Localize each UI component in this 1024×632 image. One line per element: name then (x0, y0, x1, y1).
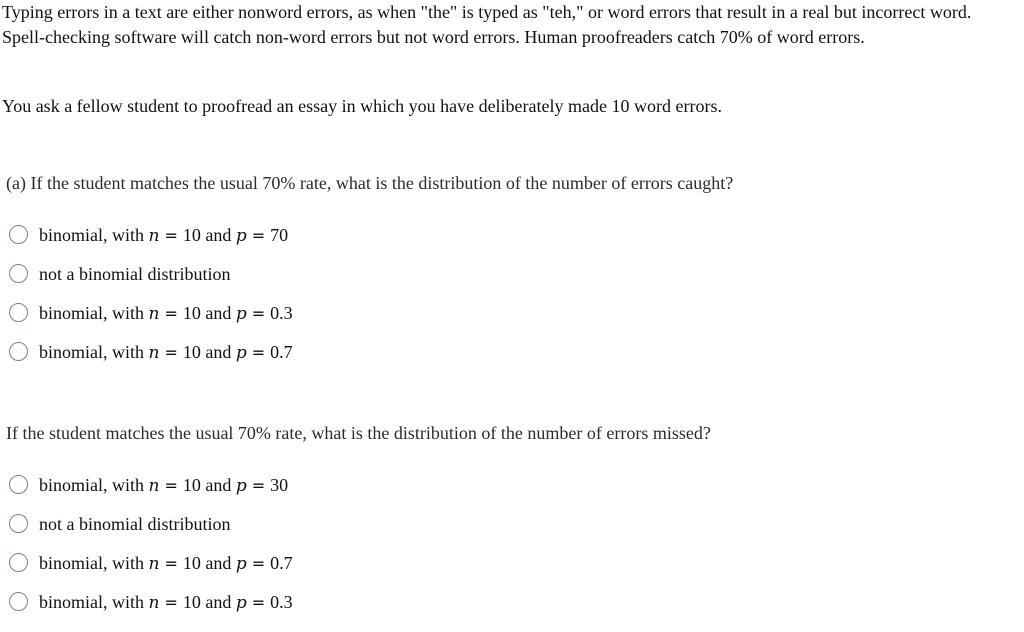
math-equals: = (164, 304, 178, 323)
problem-task: You ask a fellow student to proofread an essay in which you have deliberately made 10 word errors. (2, 96, 722, 116)
question-a-option-4[interactable] (9, 340, 293, 379)
option-and: and (205, 303, 232, 323)
math-n: n (148, 343, 160, 363)
math-equals: = (164, 343, 178, 362)
question-b-option-1[interactable] (9, 473, 293, 512)
option-prefix: binomial, with (39, 553, 144, 573)
math-n: n (148, 554, 160, 574)
question-a-options (9, 223, 293, 379)
math-equals: = (164, 226, 178, 245)
math-equals: = (164, 476, 178, 495)
math-equals: = (164, 554, 178, 573)
option-label: not a binomial distribution (39, 514, 231, 534)
option-label: not a binomial distribution (39, 264, 231, 284)
question-b-option-4[interactable] (9, 590, 293, 629)
n-value: 10 (182, 592, 201, 612)
math-p: p (235, 226, 247, 246)
radio-button[interactable] (9, 342, 28, 361)
option-prefix: binomial, with (39, 592, 144, 612)
question-a-option-2[interactable] (9, 262, 293, 301)
option-label (39, 301, 293, 327)
radio-button[interactable] (9, 592, 28, 611)
math-equals: = (251, 343, 266, 362)
math-p: p (235, 593, 247, 613)
math-equals: = (164, 593, 178, 612)
option-prefix: binomial, with (39, 475, 144, 495)
option-prefix: binomial, with (39, 342, 144, 362)
p-value: 0.3 (270, 592, 293, 612)
math-p: p (235, 304, 247, 324)
question-a-option-3[interactable] (9, 301, 293, 340)
option-and: and (205, 553, 232, 573)
radio-button[interactable] (9, 475, 28, 494)
question-a-option-1[interactable] (9, 223, 293, 262)
n-value: 10 (182, 553, 201, 573)
option-label (39, 590, 293, 616)
math-equals: = (251, 226, 266, 245)
n-value: 10 (182, 475, 201, 495)
math-p: p (235, 554, 247, 574)
math-p: p (235, 343, 247, 363)
question-b-prompt: If the student matches the usual 70% rate, what is the distribution of the number of errors missed? (6, 423, 711, 443)
math-n: n (148, 304, 160, 324)
question-b-option-2[interactable] (9, 512, 293, 551)
radio-button[interactable] (9, 264, 28, 283)
radio-button[interactable] (9, 553, 28, 572)
radio-button[interactable] (9, 225, 28, 244)
question-b-option-3[interactable] (9, 551, 293, 590)
n-value: 10 (182, 303, 201, 323)
option-and: and (205, 475, 232, 495)
option-label (39, 473, 288, 499)
n-value: 10 (182, 342, 201, 362)
math-n: n (148, 476, 160, 496)
p-value: 70 (270, 225, 289, 245)
math-n: n (148, 593, 160, 613)
option-prefix: binomial, with (39, 303, 144, 323)
option-label (39, 223, 288, 249)
problem-intro: Typing errors in a text are either nonword errors, as when "the" is typed as "teh," or word errors that result in a real but incorrect word. Spell-checking software will catch non-word errors but not word errors. Human proofreaders catch 70% of word errors. (2, 2, 972, 47)
question-a-prompt: (a) If the student matches the usual 70% rate, what is the distribution of the number of errors caught? (6, 173, 734, 193)
math-p: p (235, 476, 247, 496)
math-equals: = (251, 304, 266, 323)
math-equals: = (251, 593, 266, 612)
p-value: 0.7 (270, 553, 293, 573)
question-b-options (9, 473, 293, 629)
option-prefix: binomial, with (39, 225, 144, 245)
option-label (39, 340, 293, 366)
math-equals: = (251, 476, 266, 495)
option-and: and (205, 342, 232, 362)
option-label (39, 551, 293, 577)
option-and: and (205, 592, 232, 612)
p-value: 30 (270, 475, 289, 495)
n-value: 10 (182, 225, 201, 245)
p-value: 0.3 (270, 303, 293, 323)
option-and: and (205, 225, 232, 245)
p-value: 0.7 (270, 342, 293, 362)
math-equals: = (251, 554, 266, 573)
math-n: n (148, 226, 160, 246)
radio-button[interactable] (9, 303, 28, 322)
radio-button[interactable] (9, 514, 28, 533)
